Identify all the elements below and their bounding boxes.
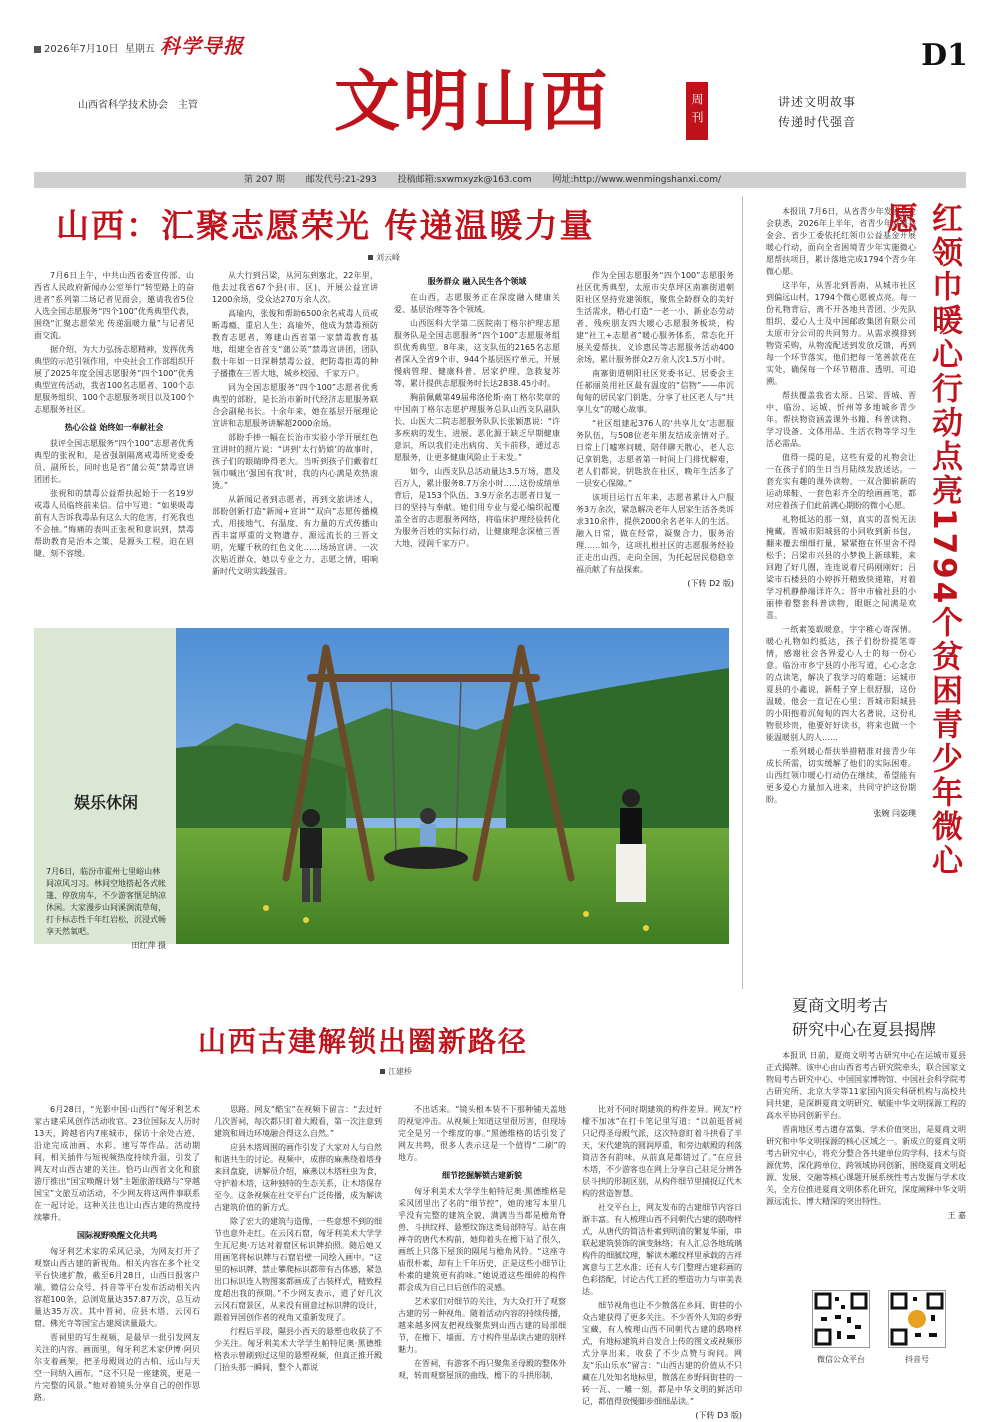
article-3-column-1 [34, 1104, 200, 1406]
weekly-tag: 周刊 [686, 82, 708, 140]
article-4-body [766, 1050, 966, 1270]
paragraph: 在晋祠，有游客不再只聚焦圣母殿的整体外观，转而观察屋顶的曲线、檐下的斗拱形制， [398, 1359, 566, 1380]
photo-illustration [176, 628, 729, 944]
subheading: 热心公益 始终如一奉献社会 [64, 423, 164, 432]
page-number: D1 [921, 38, 968, 73]
paragraph: 高瑜内，张俊和帮助6500余名戒毒人员戒断毒瘾、重启人生；高瑜外，他成为禁毒预防教育志愿者，筹建山西省第一家禁毒教育基地，组建全省首支“蒲公英”禁毒宣讲团，团队数十年如一日深耕禁毒公益，把防毒拒毒的种子播撒在三晋大地，城乡校园、千家万户。 [212, 309, 378, 378]
article-1-column-1 [34, 270, 194, 622]
paragraph: 礼物抵达的那一刻，真实的喜悦无法掩藏。晋城市阳城县的小同收到新书包，翻来覆去细细打量，紧紧抱在怀里舍不得松手；吕梁市兴县的小梦换上新球鞋，来回跑了好几圈，连连说着尺码刚刚好；吕梁市石楼县的小婷拆开精致快递箱，对着学习机静静端详许久；晋中市榆社县的小丽捧着整套科普读物，眼眶之间满是欢喜。 [766, 515, 916, 620]
newspaper-brand: 科学导报 [160, 34, 244, 58]
website-link[interactable]: 网址:http://www.wenmingshanxi.com/ [552, 175, 722, 185]
child-figure [420, 808, 436, 846]
forest-swing-photo [176, 628, 729, 944]
photo-section-title: 娱乐休闲 [74, 793, 139, 812]
paragraph: 应县木塔周围的画作引发了大家对人与自然和谐共生的讨论。视频中，成群的麻燕绕着塔身来回盘旋，讲解员介绍，麻燕以木塔柱虫为食，守护着木塔，这种独特的生态关系，让木塔保存至今。这条视频在社交平台广泛传播，成为解读古建筑价值的新方式。 [214, 1143, 382, 1212]
paragraph: 同为全国志愿服务“四个100”志愿者优秀典型的部盼，是长治市新时代经济志愿服务联合会副秘书长。十余年来，她在基层开展理论宣讲和志愿服务讲解超2000余场。 [212, 383, 378, 428]
paragraph: 社交平台上，网友发布的古建细节内容日渐丰富。有人梳理山西不同朝代古建的鸱吻样式，从唐代的简洁朴素到明清的繁复华丽，串联起建筑装饰的演变脉络；有人汇总各地琉璃构件的细腻纹理，解读木雕纹样里承载的吉祥寓意与工艺水准；还有人专门整理古建彩画的色彩搭配，讨论古代工匠的塑造功力与审美表达。 [582, 1203, 742, 1296]
flower-cluster [643, 925, 649, 931]
continued-note: (下转 D2 版) [687, 579, 734, 588]
article-right-byline: 张婉 闫姿璞 [873, 809, 916, 818]
paragraph: 该项目运行五年来，志愿者累计入户服务3万余次，紧急解决老年人居家生活各类诉求310余件，提供2000余名老年人的生活。融入日常，做在经常，凝聚合力，服务治理……如今，这项扎根社区的志愿服务经验正走出山西，走向全国，为托起居民稳稳幸福贡献了有益探索。 [576, 493, 734, 574]
douyin-qr-block [888, 1290, 946, 1365]
flower-cluster [263, 905, 269, 911]
flower-cluster [303, 917, 309, 923]
paragraph: “社区组建起376人的‘共享儿女’志愿服务队伍，与508位老年朋友结成亲情对子。日常上门嘘寒问暖、陪伴聊天散心，老人忘记拿钥匙，志愿者第一时间上门排忧解难，老人们都说，钥匙放在社区，晚年生活多了一层安心保障。” [576, 419, 734, 488]
column-divider [742, 196, 743, 989]
article-3-byline: 江建桥 [380, 1066, 412, 1077]
paragraph: 南寨街道朝阳社区党委书记、居委会主任郝丽英用社区最有温度的“信物”——串沉甸甸的居民家门钥匙，分享了社区老人与“共享儿女”的暖心故事。 [576, 369, 734, 414]
contact-email[interactable]: 投稿邮箱:sxwmxyzk@163.com [397, 175, 532, 185]
paragraph: 本报讯 日前，夏商文明考古研究中心在运城市夏县正式揭牌。该中心由山西省考古研究院牵头，联合国家文物局考古研究中心、中国国家博物馆、中国社会科学院考古研究所、北京大学等11家国内顶尖科研机构与高校共同共建，是深耕夏商文明研究、赋能中华文明探源工程的高水平协同创新平台。 [766, 1051, 966, 1120]
slogan-line-1: 讲述文明故事 [778, 95, 857, 109]
qr-pattern-icon [889, 1291, 945, 1347]
paragraph: 这半年，从晋北到晋南，从城市社区到偏远山村，1794个微心愿被点亮。每一份礼物背后，离不开各地共青团、少先队组织、爱心人士及中国邮政集团有限公司太原市分公司的共同努力。从需求摸排到物资采购，从物流配送到发放反馈，再到每一个环节落实，他们把每一笔善款花在实处，确保每一个环节精准、透明、可追溯。 [766, 281, 916, 386]
issue-weekday: 星期五 [124, 44, 155, 55]
paragraph: 从新闻记者到志愿者，再到文旅讲述人，部盼创新打造“新闻+宣讲”“双向”志愿传播模式，用接地气、有温度、有力量的方式传播山西丰富厚重的文物遗存、源远流长的三晋文明，光耀千秋的红色文化……场场宣讲、一次次贴近群众，她以专业之力、志愿之情，唱响新时代文明实践强音。 [212, 495, 378, 576]
article-4-headline-line-1: 夏商文明考古 [792, 996, 889, 1015]
postal-code: 邮发代号:21-293 [305, 175, 377, 185]
paragraph: 匈牙利艺术家的采风记录，为网友打开了观察山西古建的新视角。相关内容在多个社交平台快速扩散，截至6月28日，山西日报客户端、微信公众号、抖音等平台发布活动相关内容超100条，总浏览量达357.87万次，总互动量达35万次。其中晋祠、应县木塔、云冈石窟、佛光寺等国宝古建阅读量最大。 [34, 1247, 200, 1328]
photo-caption [46, 866, 166, 952]
paragraph: 艺术家们对细节的关注，为大众打开了观察古建的另一种视角。随着活动内容的持续传播，越来越多网友把视线聚焦到山西古建的局部细节，在檐下、墙面、方寸构件里品读古建的别样魅力。 [398, 1297, 566, 1354]
paragraph: 细节视角也让不少散落在乡间、街巷的小众古建获得了更多关注。不少晋外人知的乡野宝藏，有人梳理山西不同朝代古建的鸱吻样式，有地标建筑并自发合上传的图文或视频形式分享出来，收获了不少点赞与询问。网友“乐山乐水”留言：“山西古建的价值从不只藏在几处知名地标里，散落在乡野间街巷的一砖一瓦、一雕一刻，都是中华文明的鲜活印记，都值得放慢脚步细细品读。” [582, 1301, 742, 1406]
paragraph: 本报讯 7月6日，从省青少年发展基金会获悉，2026年上半年，省青少年发展基金会、省少工委依托红领巾公益基金开展暖心行动，面向全省困境青少年实施微心愿帮扶项目，累计落地完成1794个青少年微心愿。 [766, 207, 916, 276]
paragraph: 帮扶覆盖我省太原、吕梁、晋城、晋中、临汾、运城、忻州等多地城乡青少年。帮扶物资涵盖课外书籍、科普读物、学习设备、文体用品、生活衣物等学习生活必需品。 [766, 391, 916, 448]
paragraph: 从大行到吕梁，从河东到塞北，22年里，他去过我省67个县(市、区)，开展公益宣讲1200余场，受众达270万余人次。 [212, 271, 378, 304]
paragraph: 晋南地区考古遗存富集、学术价值突出，是夏商文明研究和中华文明探源的核心区域之一。新成立的夏商文明考古研究中心，将充分整合各共建单位的学科、技术与资源优势，深化跨单位、跨领域协同创新，围绕夏商文明起源、发展、交融等核心课题开展系统性考古发掘与学术攻关，全方位推进夏商文明体系化研究，深度阐释中华文明源远流长、博大精深的突出特性。 [766, 1125, 966, 1206]
paragraph: 一纸素笺载暖意，字字稚心寄深情。暖心礼物如约抵达，孩子们纷纷提笔寄情，感谢社会各界爱心人士的每一份心意。临汾市乡宁县的小彤写道，心心念念的点读笔，解决了我学习的难题；运城市夏县的小鑫说，新鞋子穿上很舒服，这份温暖，他会一直记在心里；晋城市阳城县的小阳抱着沉甸甸的四大名著说，这份礼物很珍贵，他要好好读书，将来也做一个能温暖别人的人…… [766, 625, 916, 742]
sponsor-line: 山西省科学技术协会 主管 [78, 100, 198, 111]
article-1-headline: 山西：汇聚志愿荣光 传递温暖力量 [56, 206, 595, 245]
masthead-title: 文明山西 [334, 62, 610, 140]
article-4-headline [792, 994, 936, 1042]
photo-caption-text: 7月6日，临汾市霍州七里峪山林间凉风习习。林间空地搭起各式帐篷、停放房车，不少游客惬足纳凉休闲。大家漫步山间溪涧流草甸，打卡标志性千年红岩松，沉浸式畅享天然氧吧。 [46, 867, 166, 936]
paragraph: 一系列暖心帮扶举措精准对接青少年成长所需，切实缓解了他们的实际困难。山西红领巾暖心行动仍在继续，希望能有更多爱心力量加入进来，共同守护这份期盼。 [766, 747, 916, 804]
douyin-qr-code[interactable] [888, 1290, 946, 1348]
article-3-column-3 [398, 1104, 566, 1406]
paragraph: 张祝和的禁毒公益帮扶起始于一名19岁戒毒人员临终前来信。信中写道：“如果吸毒前有人告诉我毒品有这么大的危害，打死我也不会抽。”悔痛的表叫正张祝和意识到，禁毒帮助教育是治本之策、是源头工程，迫在眉睫、刻不容缓。 [34, 489, 194, 558]
paragraph: 匈牙利美术大学学生帕特尼奥·黑德维格是采风团里出了名的“细节控”，她的速写本里几乎没有完整的建筑全貌，满满当当都是檐角脊兽、斗拱纹样、悬塑纹饰这类局部特写。站在南禅寺的唐代木构前，她仰着头在檐下站了很久，画纸上只落下屋顶的隔尾与檐角风铃。“这座寺庙很朴素，却有上千年历史，正是这些小细节让朴素的建筑更有韵味。”她说道这些细碎的构件都会成为自己日后创作的灵感。 [398, 1187, 566, 1292]
article-3-column-2 [214, 1104, 382, 1406]
paragraph: 据介绍，为大力弘扬志愿精神，发挥优秀典型的示范引领作用，中央社会工作部组织开展了2025年度全国志愿服务“四个100”优秀典型宣传活动，我省100名志愿者、100个志愿服务组织、100个志愿服务项目以及100个志愿服务社区。 [34, 345, 194, 414]
paragraph: 思路。网友“酷宝”在视频下留言：“去过好几次晋祠，每次都只盯着大殿看，第一次注意到建筑和周边环境融合得这么自然。” [214, 1105, 382, 1138]
paragraph: 比对不同时期建筑的构件差异。网友“柠檬不加冰”在打卡笔记里写道：“以前逛晋祠只记得圣母殿气派，这次特意盯着斗拱看了半天，宋代建筑的圆润厚重，和旁边献殿的利落简洁各有韵味，从前真是都错过了。”在应县木塔，不少游客也在网上分享自己驻足分辨各层斗拱的形制区别，从构件细节里捕捉辽代木构的营造智慧。 [582, 1105, 742, 1198]
paragraph: 在山西，志愿服务正在深度融入健康关爱、基层治理等各个领域。 [394, 293, 560, 314]
slogan-line-2: 传递时代强音 [778, 115, 857, 129]
paragraph: 不出话来。“镜头根本装不下那种铺天盖地的视觉冲击。从视频上知道这里很厉害，但现场完全是另一个维度的事。”黑德维格的话引发了网友共鸣，很多人表示这是一个值得“二刷”的地方。 [398, 1105, 566, 1162]
paragraph: 行程后半段，隰县小西天的悬塑也收获了不少关注。匈牙利美术大学学生帕特尼奥·黑德维格表示曾刷到过这里的悬塑视频，但真正推开殿门抬头那一瞬间，整个人都说 [214, 1327, 382, 1372]
article-1-column-3 [394, 270, 560, 622]
paragraph: 7月6日上午，中共山西省委宣传部、山西省人民政府新闻办公室举行“转型路上的奋进者”系列第二场记者见面会，邀请我省5位入选全国志愿服务“四个100”优秀典型代表，围绕“汇聚志愿荣光 传递温暖力量”与记者见面交流。 [34, 271, 194, 340]
article-right-vertical-headline: 红领巾暖心行动点亮1794个贫困青少年微心愿 [881, 202, 962, 879]
info-bar [34, 172, 966, 188]
subheading: 细节挖掘解锁古建新貌 [442, 1171, 522, 1180]
flower-cluster [583, 911, 589, 917]
paragraph: 晋祠里的写生视频，是最早一批引发网友关注的内容。画面里，匈牙利艺术家伊博·阿贝尔支着画架，把圣母殿周边的古柏、远山与天空一同纳入画布。“这不只是一座建筑，更是一片完整的风景。”他对着镜头分享自己的创作思路。 [34, 1333, 200, 1402]
subheading: 国际视野唤醒文化共鸣 [77, 1231, 157, 1240]
paragraph: 山西医科大学第二医院南丁格尔护理志愿服务队是全国志愿服务“四个100”志愿服务组织优秀典型。8年来，这支队伍的2165名志愿者深入全省9个市、944个基层医疗单元，开展慢病管理、健康科普、居家护理、急救复苏等，累计提供志愿服务时长达2838.45小时。 [394, 319, 560, 388]
issue-date: 2026年7月10日 [44, 44, 119, 55]
paragraph: 部盼手捧一幅在长治市实验小学开展红色宣讲时的照片说：“讲到‘太行奶娘’的故事时，孩子们的眼睛睁得老大。当听到孩子们戴着红领巾喊出‘强国有我’时，我的内心满是欢热滚烫。” [212, 433, 378, 490]
tire-seat [384, 847, 468, 869]
article-1-column-4 [576, 270, 734, 622]
article-4-byline: 王 嘉 [947, 1211, 966, 1220]
date-line [34, 40, 155, 55]
paragraph: 获评全国志愿服务“四个100”志愿者优秀典型的张祝和，是省强制隔离戒毒所党委委员、副所长，同时也是省“蒲公英”禁毒宣讲团团长。 [34, 439, 194, 484]
subheading: 服务群众 融入民生各个领域 [427, 277, 527, 286]
paragraph: 胸前佩戴第49届弗洛伦斯·南丁格尔奖章的中国南丁格尔志愿护理服务总队山西支队副队长、山医大二院志愿服务队队长张颖惠说：“许多疾病的发生、进展、恶化源于缺乏早期健康意识，所以我们走出病房、关卡前移，通过志愿服务，让更多健康风险止于未发。” [394, 393, 560, 462]
issue-number: 第 207 期 [244, 175, 285, 185]
wechat-qr-label: 微信公众平台 [817, 1355, 865, 1364]
wechat-qr-block [812, 1290, 870, 1365]
paragraph: 除了宏大的建筑与造像，一些意想不到的细节也意外走红。在云冈石窟，匈牙利美术大学学生瓦尼奥·万达对着窟区标识牌拍照。随后她又用画笔将标识牌与石窟岩壁一同绘入画中。“这里的标识牌、禁止攀爬标识都带有古体感，紧急出口标识连人物图案都画成了古装样式，精致程度超出我的预期。”不少网友表示，道了好几次云冈石窟景区，从来没有留意过标识牌的设计，跟着异国创作者的视角又重新发现了。 [214, 1217, 382, 1322]
article-4-headline-line-2: 研究中心在夏县揭牌 [792, 1020, 937, 1039]
article-1-byline: 刘云峰 [368, 252, 400, 263]
article-right-body [766, 206, 916, 966]
douyin-qr-label: 抖音号 [905, 1355, 929, 1364]
paragraph: 作为全国志愿服务“四个100”志愿服务社区优秀典型，太原市尖草坪区南寨街道朝阳社区坚持党建领航，聚焦全龄群众的美好生活需求，精心打造“一老一小、新业态劳动者、残疾朋友四大暖心志愿服务板块，构建“社工+志愿者”暖心服务体系，常态化开展关爱帮扶、义诊惠民等志愿服务活动400余场，累计服务群众2万余人次1.5万小时。 [576, 271, 734, 364]
article-3-headline: 山西古建解锁出圈新路径 [198, 1025, 529, 1058]
paragraph: 值得一提的是，这些有爱的礼物会让一在孩子们的生日当月陆续发放送达。一套充实有趣的课外读物、一双合脚崭新的运动球鞋、一套色彩齐全的绘画画笔，都对应着孩子们此前满心期盼的微小心愿。 [766, 453, 916, 510]
bullet-square-icon [34, 46, 41, 53]
qr-pattern-icon [813, 1291, 869, 1347]
article-1-column-2 [212, 270, 378, 622]
continued-note: (下转 D3 版) [695, 1411, 742, 1420]
article-3-column-4 [582, 1104, 742, 1420]
slogan [778, 92, 856, 132]
wechat-qr-code[interactable] [812, 1290, 870, 1348]
paragraph: 如今，山西支队总活动量达3.5万场，惠及百万人，累计服务8.7万余小时……这份成绩单背后，是153个队伍、3.9万余名志愿者日复一日的坚持与奉献。她们用专业与爱心编织起覆盖全省的志愿服务网络，将临床护理经验转化为服务百姓的实际行动，让健康理念深植三晋大地，浸润千家万户。 [394, 467, 560, 548]
photo-credit: 田红萍 摄 [131, 941, 166, 950]
paragraph: 6月28日，“光影中国·山西行”匈牙利艺术家古建采风创作活动收官。23位国际友人历时13天，跨越省内7座城市，探访十余处古迹，沿途完成油画、水彩、速写等作品。活动期间，相关插件与短视频热度持续升温，引发了网友对山西古建的关注。恰巧山西省文化和旅游厅推出“国宝唤醒计划”主题旅游线路与“穿越国宝”文旅互动活动，不少网友将这两件事联系在一起讨论，这种关注也让山西古建的热度持续攀升。 [34, 1105, 200, 1222]
